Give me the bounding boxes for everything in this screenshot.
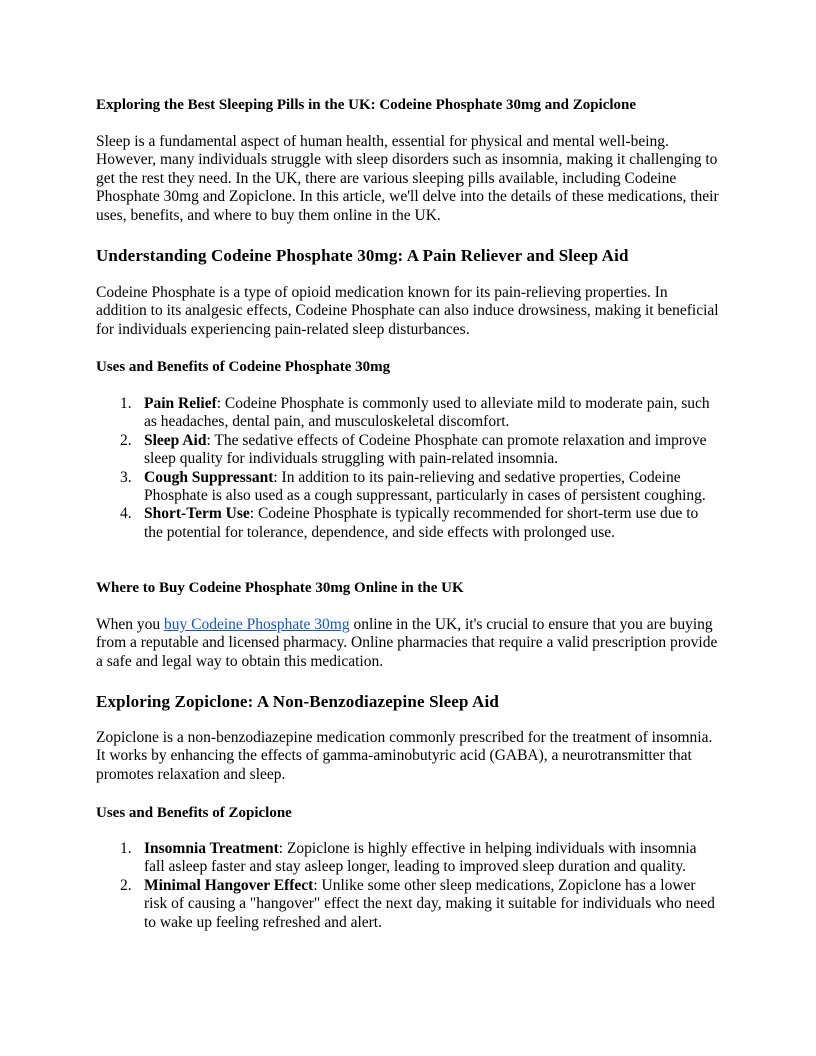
list-item (96, 432, 720, 469)
list-number: 1. (120, 395, 132, 412)
list-item-term: Minimal Hangover Effect (144, 876, 314, 894)
zopiclone-description: Zopiclone is a non-benzodiazepine medication commonly prescribed for the treatment of insomnia. It works by enhancing the effects of gamma-aminobutyric acid (GABA), a neurotransmitter that promotes relaxation and sleep. (96, 729, 713, 783)
list-item-text: : In addition to its pain-relieving and sedative properties, Codeine Phosphate is also used as a cough suppressant, particularly in cases of persistent coughing. (144, 468, 706, 505)
zopiclone-uses-heading: Uses and Benefits of Zopiclone (96, 805, 292, 821)
list-item-text: : Codeine Phosphate is commonly used to alleviate mild to moderate pain, such as headaches, dental pain, and musculoskeletal discomfort. (144, 395, 710, 431)
list-item (96, 469, 720, 506)
list-item-text: : Unlike some other sleep medications, Zopiclone has a lower risk of causing a "hangover" effect the next day, making it suitable for individuals who need to wake up feeling refreshed and alert. (144, 876, 715, 931)
intro-paragraph: Sleep is a fundamental aspect of human health, essential for physical and mental well-being. However, many individuals struggle with sleep disorders such as insomnia, making it challenging to get the rest they need. In the UK, there are various sleeping pills available, including Codeine Phosphate 30mg and Zopiclone. In this article, we'll delve into the details of these medications, their uses, benefits, and where to buy them online in the UK. (96, 133, 719, 224)
list-number: 4. (120, 505, 132, 523)
buy-codeine-link[interactable]: buy Codeine Phosphate 30mg (164, 616, 350, 633)
list-item-text: : Codeine Phosphate is typically recommended for short-term use due to the potential for tolerance, dependence, and side effects with prolonged use. (144, 505, 699, 541)
list-number: 2. (120, 876, 132, 894)
list-item (96, 840, 720, 877)
article-title: Exploring the Best Sleeping Pills in the UK: Codeine Phosphate 30mg and Zopiclone (96, 97, 637, 113)
codeine-uses-list (96, 395, 720, 542)
codeine-uses-heading: Uses and Benefits of Codeine Phosphate 30mg (96, 359, 391, 375)
codeine-buy-paragraph (96, 616, 720, 671)
buy-text-post: online in the UK, it's crucial to ensure that you are buying from a reputable and licensed pharmacy. Online pharmacies that require a valid prescription provide a safe and legal way to obtain this medication. (96, 616, 718, 670)
codeine-buy-heading: Where to Buy Codeine Phosphate 30mg Online in the UK (96, 580, 464, 596)
list-item (96, 395, 720, 432)
list-item-term: Sleep Aid (144, 431, 207, 449)
list-number: 3. (120, 468, 132, 486)
list-item (96, 877, 720, 932)
codeine-description: Codeine Phosphate is a type of opioid medication known for its pain-relieving properties. In addition to its analgesic effects, Codeine Phosphate can also induce drowsiness, making it beneficial for individuals experiencing pain-related sleep disturbances. (96, 284, 719, 338)
list-item-text: : The sedative effects of Codeine Phosphate can promote relaxation and improve sleep quality for individuals struggling with pain-related insomnia. (144, 431, 707, 468)
list-item-text: : Zopiclone is highly effective in helping individuals with insomnia fall asleep faster and stay asleep longer, leading to improved sleep duration and quality. (144, 840, 697, 876)
list-item-term: Insomnia Treatment (144, 840, 279, 857)
list-number: 1. (120, 840, 132, 857)
list-item-term: Cough Suppressant (144, 468, 274, 486)
zopiclone-section-heading: Exploring Zopiclone: A Non-Benzodiazepine Sleep Aid (96, 692, 499, 711)
codeine-section-heading: Understanding Codeine Phosphate 30mg: A Pain Reliever and Sleep Aid (96, 246, 629, 265)
list-item (96, 505, 720, 542)
list-item-term: Short-Term Use (144, 505, 250, 523)
list-item-term: Pain Relief (144, 395, 217, 412)
zopiclone-uses-list (96, 840, 720, 932)
buy-text-pre: When you (96, 616, 165, 633)
list-number: 2. (120, 431, 132, 449)
